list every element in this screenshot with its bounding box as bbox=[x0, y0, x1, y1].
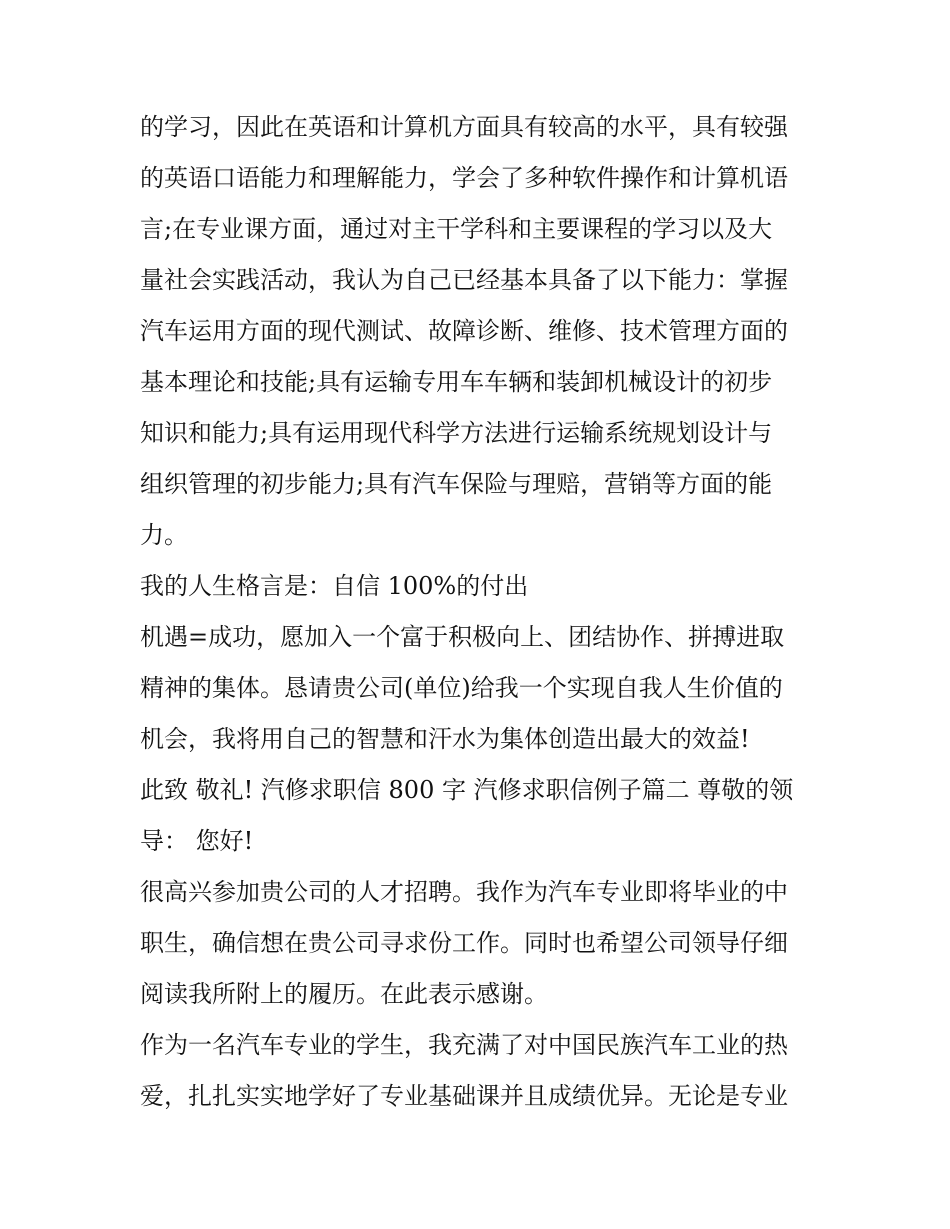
text-line: 力。 bbox=[140, 521, 188, 549]
text-line: 量社会实践活动，我认为自己已经基本具备了以下能力：掌握 bbox=[140, 266, 788, 294]
text-line: 导： 您好! bbox=[140, 827, 254, 855]
text-line: 基本理论和技能;具有运输专用车车辆和装卸机械设计的初步 bbox=[140, 368, 773, 396]
text-line: 知识和能力;具有运用现代科学方法进行运输系统规划设计与 bbox=[140, 419, 773, 447]
text-line: 的英语口语能力和理解能力，学会了多种软件操作和计算机语 bbox=[140, 164, 788, 192]
text-line: 很高兴参加贵公司的人才招聘。我作为汽车专业即将毕业的中 bbox=[140, 878, 788, 906]
text-line: 我的人生格言是：自信 100%的付出 bbox=[140, 572, 529, 600]
text-line: 爱，扎扎实实地学好了专业基础课并且成绩优异。无论是专业 bbox=[140, 1082, 788, 1110]
text-line: 的学习，因此在英语和计算机方面具有较高的水平，具有较强 bbox=[140, 113, 788, 141]
text-line: 精神的集体。恳请贵公司(单位)给我一个实现自我人生价值的 bbox=[140, 674, 783, 702]
text-line: 职生，确信想在贵公司寻求份工作。同时也希望公司领导仔细 bbox=[140, 929, 788, 957]
text-line: 机遇=成功，愿加入一个富于积极向上、团结协作、拼搏进取 bbox=[140, 623, 785, 651]
text-line: 作为一名汽车专业的学生，我充满了对中国民族汽车工业的热 bbox=[140, 1031, 788, 1059]
text-line: 机会，我将用自己的智慧和汗水为集体创造出最大的效益! bbox=[140, 725, 750, 753]
text-line: 言;在专业课方面，通过对主干学科和主要课程的学习以及大 bbox=[140, 215, 773, 243]
text-line: 阅读我所附上的履历。在此表示感谢。 bbox=[140, 980, 548, 1008]
text-line: 此致 敬礼! 汽修求职信 800 字 汽修求职信例子篇二 尊敬的领 bbox=[140, 776, 794, 804]
document-body bbox=[140, 102, 820, 1122]
text-line: 组织管理的初步能力;具有汽车保险与理赔，营销等方面的能 bbox=[140, 470, 773, 498]
text-line: 汽车运用方面的现代测试、故障诊断、维修、技术管理方面的 bbox=[140, 317, 788, 345]
